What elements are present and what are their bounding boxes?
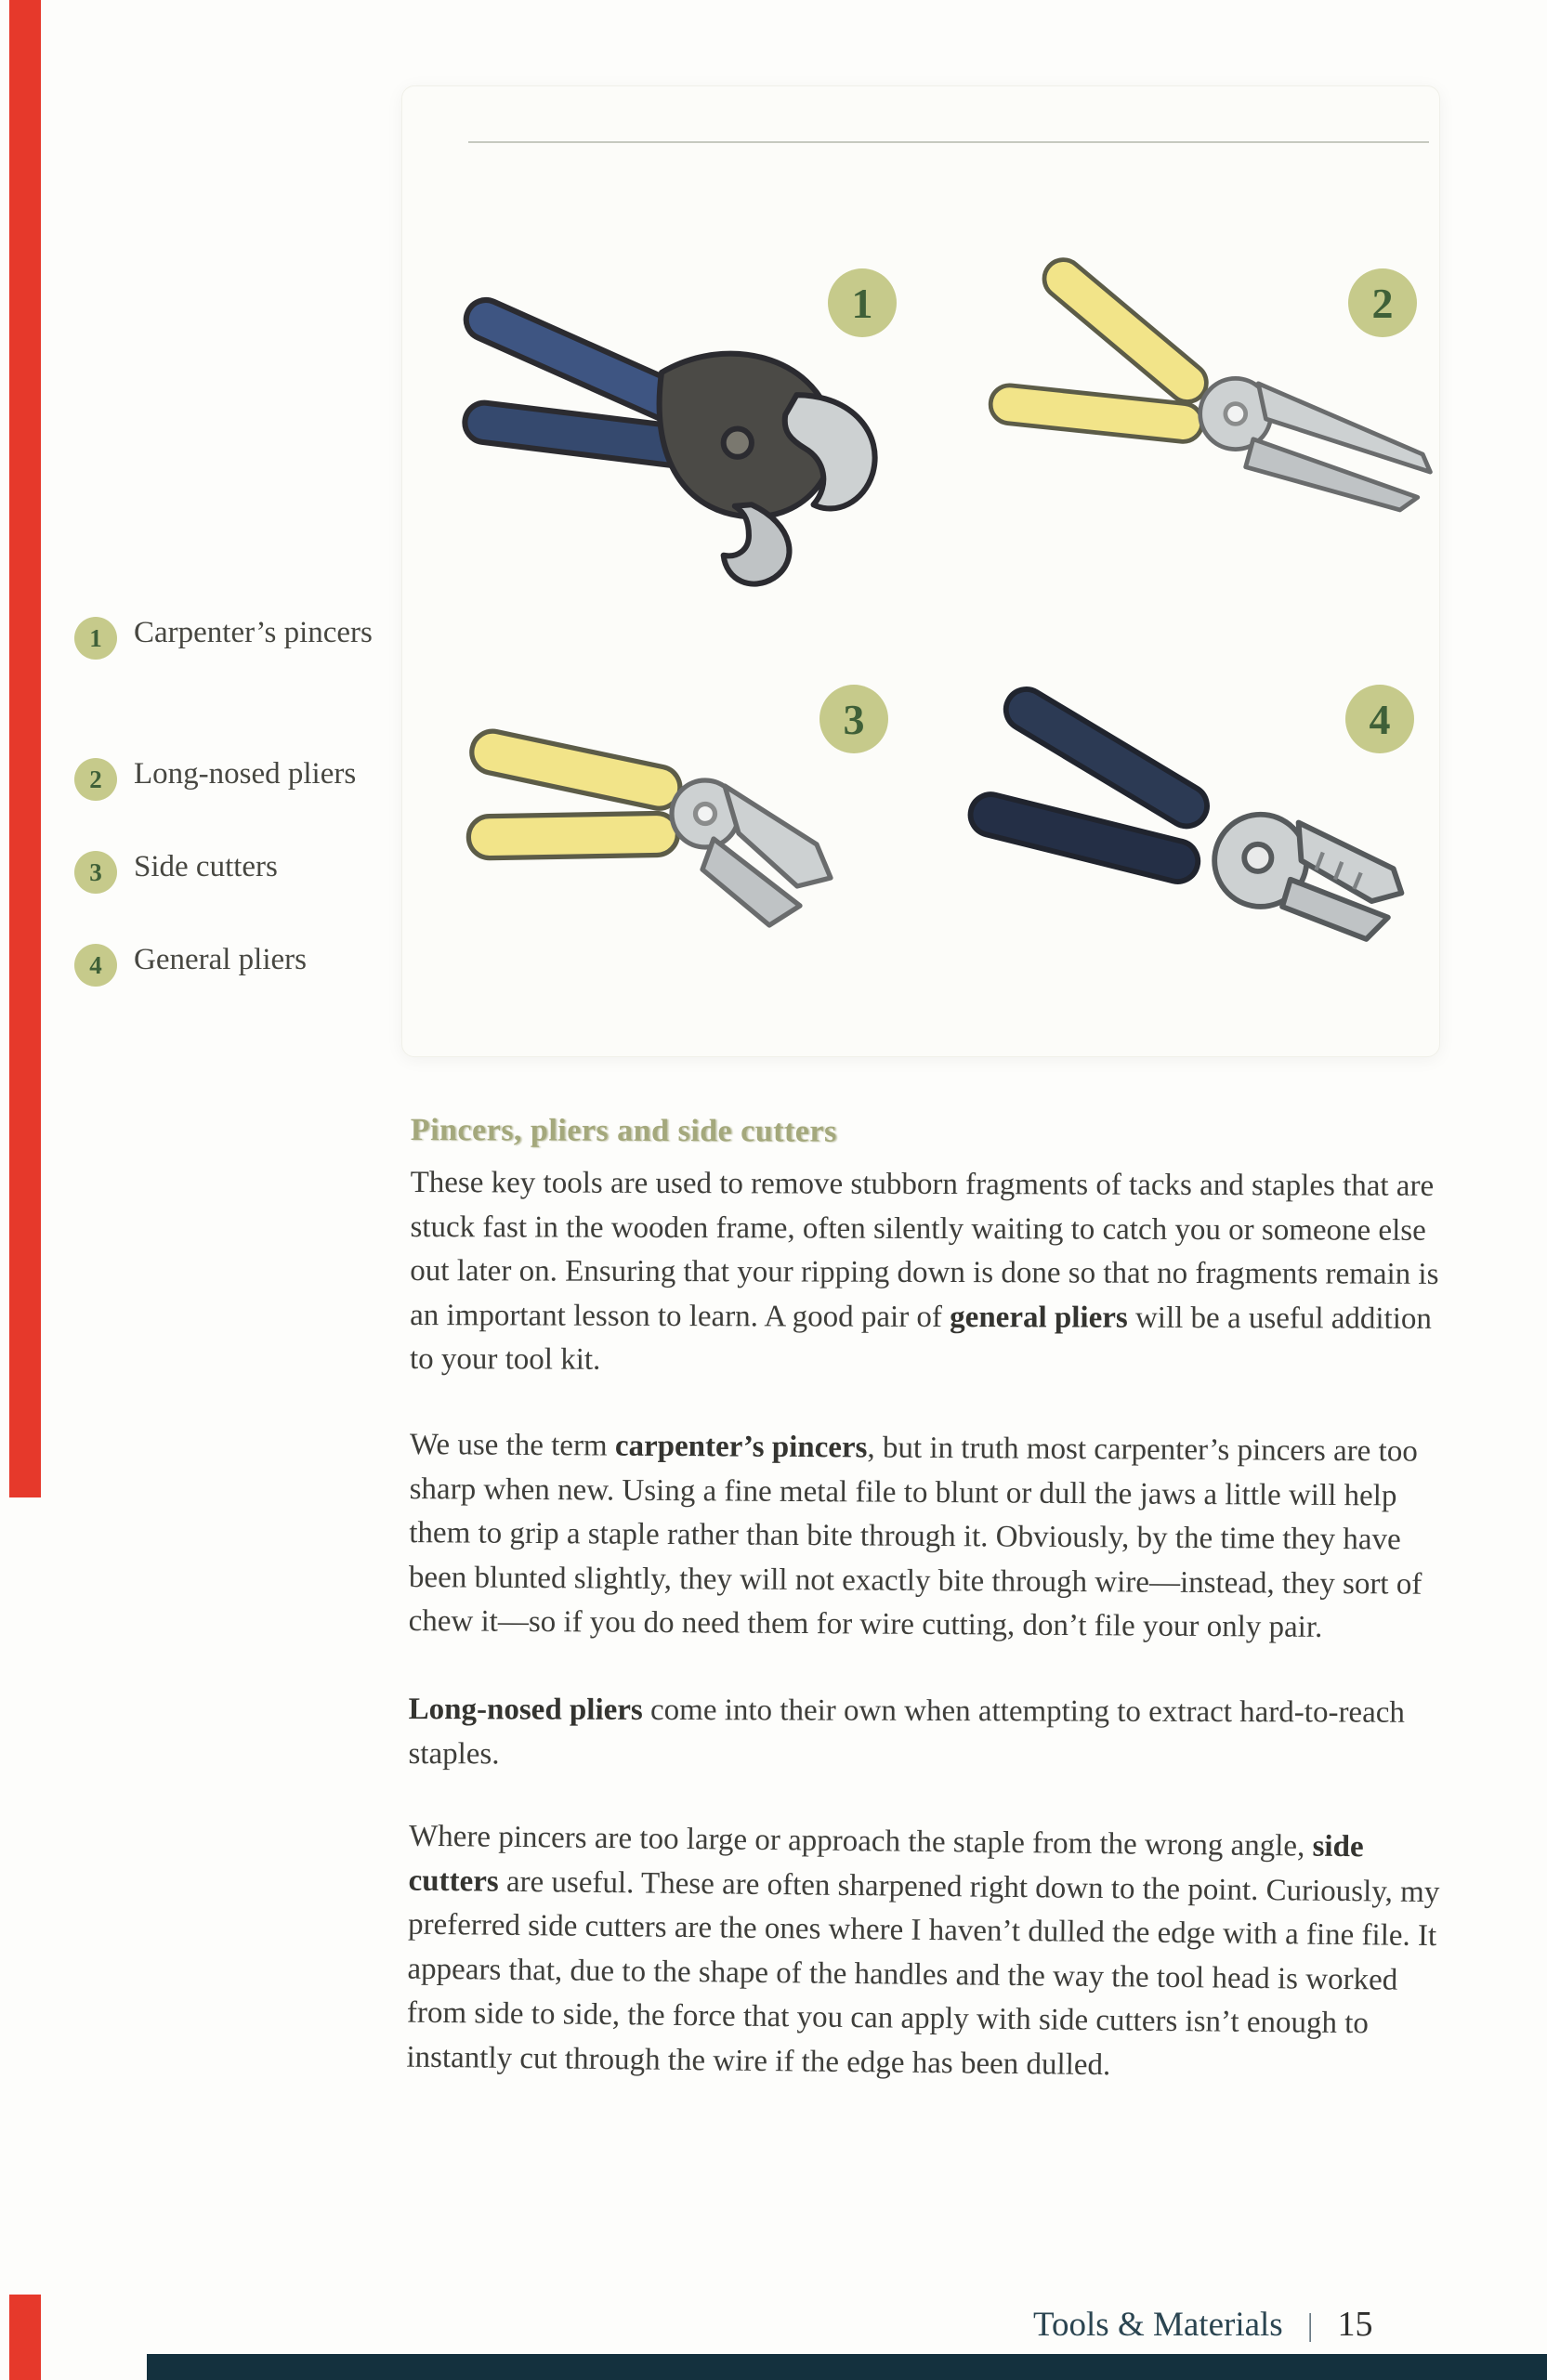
paragraph-carpenters-pincers <box>409 1423 1459 1651</box>
title-underline <box>468 141 1429 143</box>
page-number: 15 <box>1337 2305 1373 2344</box>
figure-panel <box>401 85 1440 1057</box>
legend-badge-2: 2 <box>74 758 117 801</box>
term-general-pliers: general pliers <box>950 1300 1128 1335</box>
legend-badge-3: 3 <box>74 851 117 894</box>
legend-item-long-nosed-pliers <box>74 754 409 801</box>
page-footer <box>1033 2304 1373 2345</box>
footer-bar <box>147 2354 1547 2380</box>
paragraph-long-nosed-pliers <box>408 1688 1456 1780</box>
paragraph-text: , but in truth most carpenter’s pincers are too sharp when new. Using a fine metal file to blunt or dull the jaws a little will help them to grip a staple rather than bite through it. Obviously, by the time they have been blunted slightly, they will not exactly bite through wire—instead, they sort of chew it—so if you do need them for wire cutting, don’t file your only pair. <box>408 1431 1422 1644</box>
figure-badge-3: 3 <box>819 685 888 753</box>
legend-label-4: General pliers <box>134 943 307 976</box>
figure-badge-4: 4 <box>1345 685 1414 753</box>
legend-item-side-cutters <box>74 847 409 894</box>
footer-section-label: Tools & Materials <box>1033 2306 1283 2344</box>
paragraph-text: We use the term <box>409 1427 616 1463</box>
term-long-nosed-pliers: Long-nosed pliers <box>408 1693 643 1728</box>
paragraph-side-cutters <box>406 1815 1457 2092</box>
paragraph-text: Where pincers are too large or approach the staple from the wrong angle, <box>408 1819 1313 1863</box>
legend-label-3: Side cutters <box>134 850 278 883</box>
paragraph-text: will be a useful addition to your tool kit. <box>409 1301 1433 1377</box>
legend-badge-1: 1 <box>74 617 117 660</box>
figure-badge-1: 1 <box>828 268 897 337</box>
legend-item-carpenters-pincers <box>74 613 409 660</box>
legend-item-general-pliers <box>74 940 409 987</box>
article-body <box>407 1113 1459 2130</box>
red-accent-strip-bottom <box>9 2295 41 2380</box>
paragraph-text: come into their own when attempting to extract hard-to-reach staples. <box>408 1693 1405 1772</box>
paragraph-text: are useful. These are often sharpened right down to the point. Curiously, my preferred side cutters are the ones where I haven’t dulled the edge with a fine file. It appears that, due to the shape of the handles and the way the tool head is worked from side to side, the force that you can apply with side cutters isn’t enough to instantly cut through the wire if the edge has been dulled. <box>406 1864 1440 2082</box>
figure-badge-2: 2 <box>1348 268 1417 337</box>
paragraph-intro <box>410 1161 1459 1386</box>
paragraph-text: These key tools are used to remove stubborn fragments of tacks and staples that are stuck fast in the wooden frame, often silently waiting to catch you or someone else out later on. Ensuring that your ripping down is done so that no fragments remain is an important lesson to learn. A good pair of <box>410 1166 1439 1334</box>
footer-divider: | <box>1306 2308 1314 2343</box>
term-side-cutters: side cutters <box>408 1829 1364 1899</box>
legend-badge-4: 4 <box>74 944 117 987</box>
legend-label-1: Carpenter’s pincers <box>134 616 373 649</box>
red-accent-strip-top <box>9 0 41 1497</box>
legend-label-2: Long-nosed pliers <box>134 757 357 791</box>
term-carpenters-pincers: carpenter’s pincers <box>614 1429 868 1465</box>
article-heading: Pincers, pliers and side cutters <box>410 1113 837 1149</box>
